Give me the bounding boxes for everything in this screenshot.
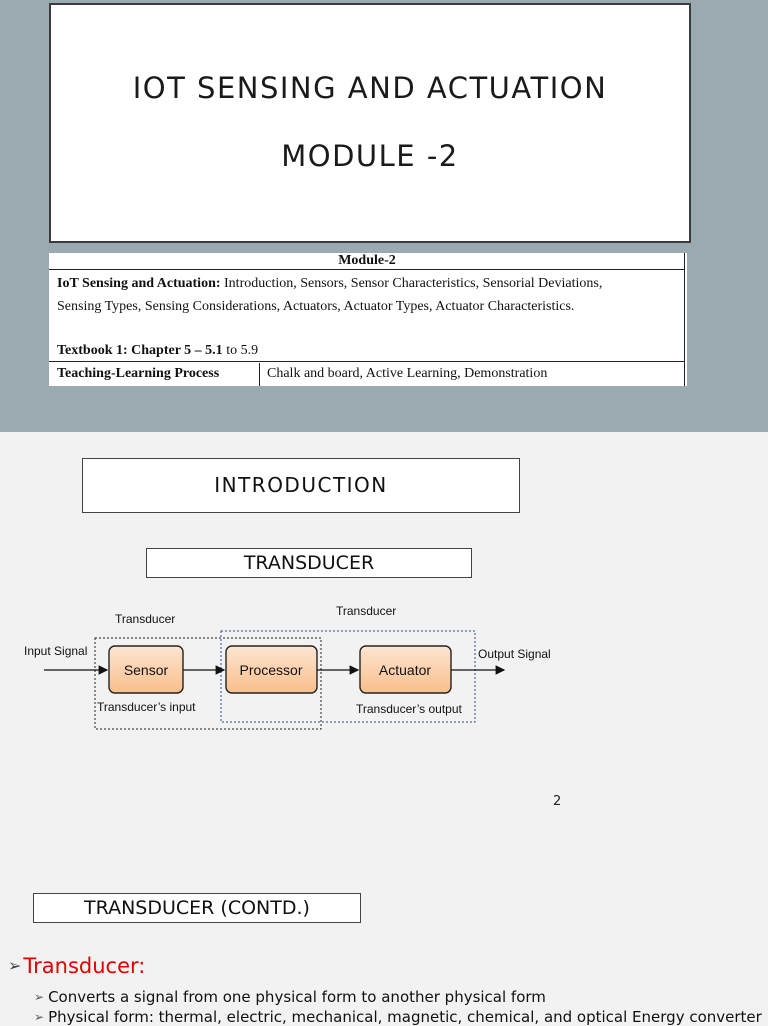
transducer-right-label: Transducer — [336, 604, 397, 618]
table-right-border — [684, 253, 685, 386]
module-subtitle: MODULE -2 — [281, 139, 459, 173]
introduction-title: INTRODUCTION — [82, 458, 520, 513]
textbook-bold: Textbook 1: Chapter 5 – 5.1 — [57, 343, 223, 358]
table-cell-divider — [259, 363, 260, 386]
topic-line-1: Introduction, Sensors, Sensor Characteristics, Sensorial Deviations, — [220, 276, 603, 291]
sub-bullet-1 — [34, 988, 546, 1006]
textbook-line — [57, 343, 258, 359]
input-signal-label: Input Signal — [24, 644, 88, 658]
page-number: 2 — [553, 794, 562, 809]
tlp-label: Teaching-Learning Process — [57, 366, 220, 381]
syllabus-heading: Module-2 — [338, 253, 396, 268]
bullet-arrow-icon: ➢ — [8, 956, 22, 975]
sub-bullet-2-text: Physical form: thermal, electric, mechanical, magnetic, chemical, and optical Energy converter — [48, 1008, 762, 1026]
processor-label: Processor — [239, 662, 303, 678]
topic-label: IoT Sensing and Actuation: — [57, 276, 221, 291]
transducer-left-label: Transducer — [115, 612, 176, 626]
transducer-output-label: Transducer’s output — [356, 702, 462, 716]
title-box — [49, 3, 691, 243]
transducer-title: TRANSDUCER — [146, 548, 472, 578]
main-title: IOT SENSING AND ACTUATION — [132, 71, 608, 105]
table-header-rule — [49, 269, 685, 270]
sub-bullet-1-text: Converts a signal from one physical form to another physical form — [48, 988, 546, 1006]
sub-bullet-arrow-icon: ➢ — [34, 1010, 45, 1024]
syllabus-topics-line-2: Sensing Types, Sensing Considerations, Actuators, Actuator Types, Actuator Characteristics. — [57, 299, 575, 314]
sub-bullet-2 — [34, 1008, 762, 1026]
textbook-rest: to 5.9 — [222, 343, 259, 358]
sensor-label: Sensor — [123, 662, 169, 678]
bullet-heading: Transducer: — [23, 954, 146, 978]
sub-bullet-arrow-icon: ➢ — [34, 990, 45, 1004]
output-signal-label: Output Signal — [478, 647, 551, 661]
tlp-value: Chalk and board, Active Learning, Demonstration — [267, 366, 548, 381]
syllabus-table — [49, 253, 687, 386]
transducer-diagram — [0, 600, 768, 740]
transducer-contd-title: TRANSDUCER (CONTD.) — [33, 893, 361, 923]
actuator-label: Actuator — [378, 662, 432, 678]
slide-1 — [0, 0, 768, 432]
syllabus-topics-line-1 — [57, 276, 602, 292]
bullet-transducer — [8, 954, 145, 978]
table-row-rule — [49, 361, 685, 362]
transducer-input-label: Transducer’s input — [97, 700, 196, 714]
